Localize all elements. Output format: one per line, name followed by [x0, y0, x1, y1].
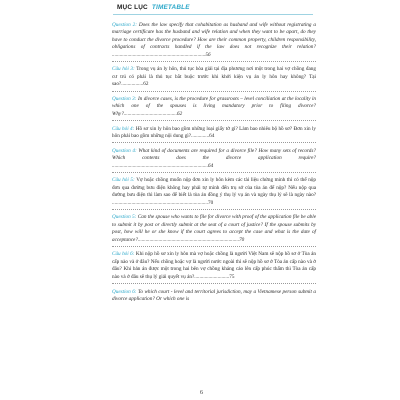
question-text: Hồ sơ xin ly hôn bao gồm những loại giấy tờ gì? Làm bao nhiêu bộ hồ sơ? Đơn xin ly hôn phải bao gồm những nội dung gì?..............64 — [112, 125, 317, 140]
header-rule — [113, 14, 313, 15]
question-label: Question 2: — [112, 22, 137, 28]
table-of-contents — [112, 22, 316, 311]
question-text: Can the spouse who wants to file for divorce with proof of the application file be able to submit it by post or directly submit at the seat of a court of justice? If the spouse submits by post, how will he or she know if the court agrees to accept the case and what is the date of acceptance?..............................................................................70 — [112, 214, 316, 243]
toc-entry-text — [112, 289, 316, 304]
toc-entry-cau-hoi-3[interactable] — [112, 66, 316, 91]
toc-entry-text — [112, 66, 316, 88]
toc-entry-cau-hoi-5[interactable] — [112, 177, 316, 210]
question-label: Câu hỏi 5: — [112, 177, 135, 184]
toc-entry-text — [112, 177, 316, 207]
entry-divider — [112, 61, 316, 62]
toc-entry-question-3[interactable] — [112, 96, 316, 121]
question-label: Question 6: — [112, 288, 137, 295]
question-label: Câu hỏi 4: — [112, 125, 135, 132]
toc-entry-question-2[interactable] — [112, 22, 316, 62]
entry-divider — [112, 172, 316, 173]
question-label: Question 5: — [112, 214, 137, 221]
question-label: Câu hỏi 6: — [112, 251, 135, 258]
toc-entry-text — [112, 148, 316, 170]
toc-entry-cau-hoi-4[interactable] — [112, 126, 316, 144]
toc-entry-question-4[interactable] — [112, 148, 316, 173]
entry-divider — [112, 120, 316, 121]
question-label: Câu hỏi 3: — [112, 66, 135, 73]
entry-divider — [112, 246, 316, 247]
toc-entry-text — [112, 96, 316, 118]
question-text: Trong vụ án ly hôn, thủ tục hòa giải tại địa phương nơi một trong hai vợ chồng đang cư trú có phải là thủ tục bắt buộc trước khi khởi kiện vụ án ly hôn hay không? Tại sao?.................62 — [112, 66, 316, 88]
toc-entry-text — [112, 251, 316, 281]
running-header — [117, 4, 190, 11]
entry-divider — [112, 142, 316, 143]
question-label: Question 3: — [112, 96, 137, 103]
question-text: To which court - level and territorial jurisdiction, may a Vietnamese person submit a divorce application? Or which one is — [112, 288, 316, 302]
toc-entry-text — [112, 214, 316, 244]
question-text: Does the law specify that cohabitation as husband and wife without registrating a marriage certificate has the husband and wife relation and when they want to be apart, do they have to conduct the divorce procedure? How are their common property, children responsibility, obligations of contracts handled if the law does not recognize their relation? ........................................................................56 — [112, 22, 316, 58]
toc-entry-question-5[interactable] — [112, 214, 316, 247]
header-title: MỤC LỤC — [117, 4, 148, 11]
question-text: In divorce cases, is the procedure for grassroots – level conciliation at the locality in which one of the spouses is living mandatory prior to filing divorce? Why?.........................................62 — [112, 96, 316, 117]
toc-entry-question-6[interactable] — [112, 289, 316, 307]
question-text: What kind of documents are required for a divorce file? How many sets of records? Which contents does the divorce application require? ..........................................................................64 — [112, 147, 316, 169]
entry-divider — [112, 209, 316, 210]
question-text: Khi nộp hồ sơ xin ly hôn mà vợ hoặc chồng là người Việt Nam sẽ nộp hồ sơ ở Tòa án cấp nào và ở đâu? Nếu chồng hoặc vợ là người nước ngoài thì sẽ nộp hồ sơ ở Tòa án cấp nào và ở đâu? Khi bản án được một trong hai bên vợ chồng kháng cáo lên cấp phúc thẩm thì Tòa án cấp nào và ở đâu sẽ thụ lý giải quyết vụ án?...........................75 — [112, 251, 316, 280]
toc-entry-text — [112, 126, 316, 141]
question-label: Question 4: — [112, 147, 137, 154]
question-text: Vợ hoặc chồng muốn nộp đơn xin ly hôn kèm các tài liệu chứng minh thì có thể nộp đơn qua đường bưu điện không hay phải tự mình đến trụ sở của tòa án để nộp? Nếu nộp qua đường bưu điện thì làm sao để biết là tòa án đồng ý thụ lý vụ án và ngày thụ lý sẽ là ngày nào? ..........................................................................70 — [112, 177, 316, 206]
entry-divider — [112, 283, 316, 284]
page-number: 6 — [200, 390, 203, 396]
entry-divider — [112, 91, 316, 92]
toc-entry-text — [112, 22, 316, 59]
toc-entry-cau-hoi-6[interactable] — [112, 251, 316, 284]
header-subtitle: TIMETABLE — [151, 4, 190, 11]
